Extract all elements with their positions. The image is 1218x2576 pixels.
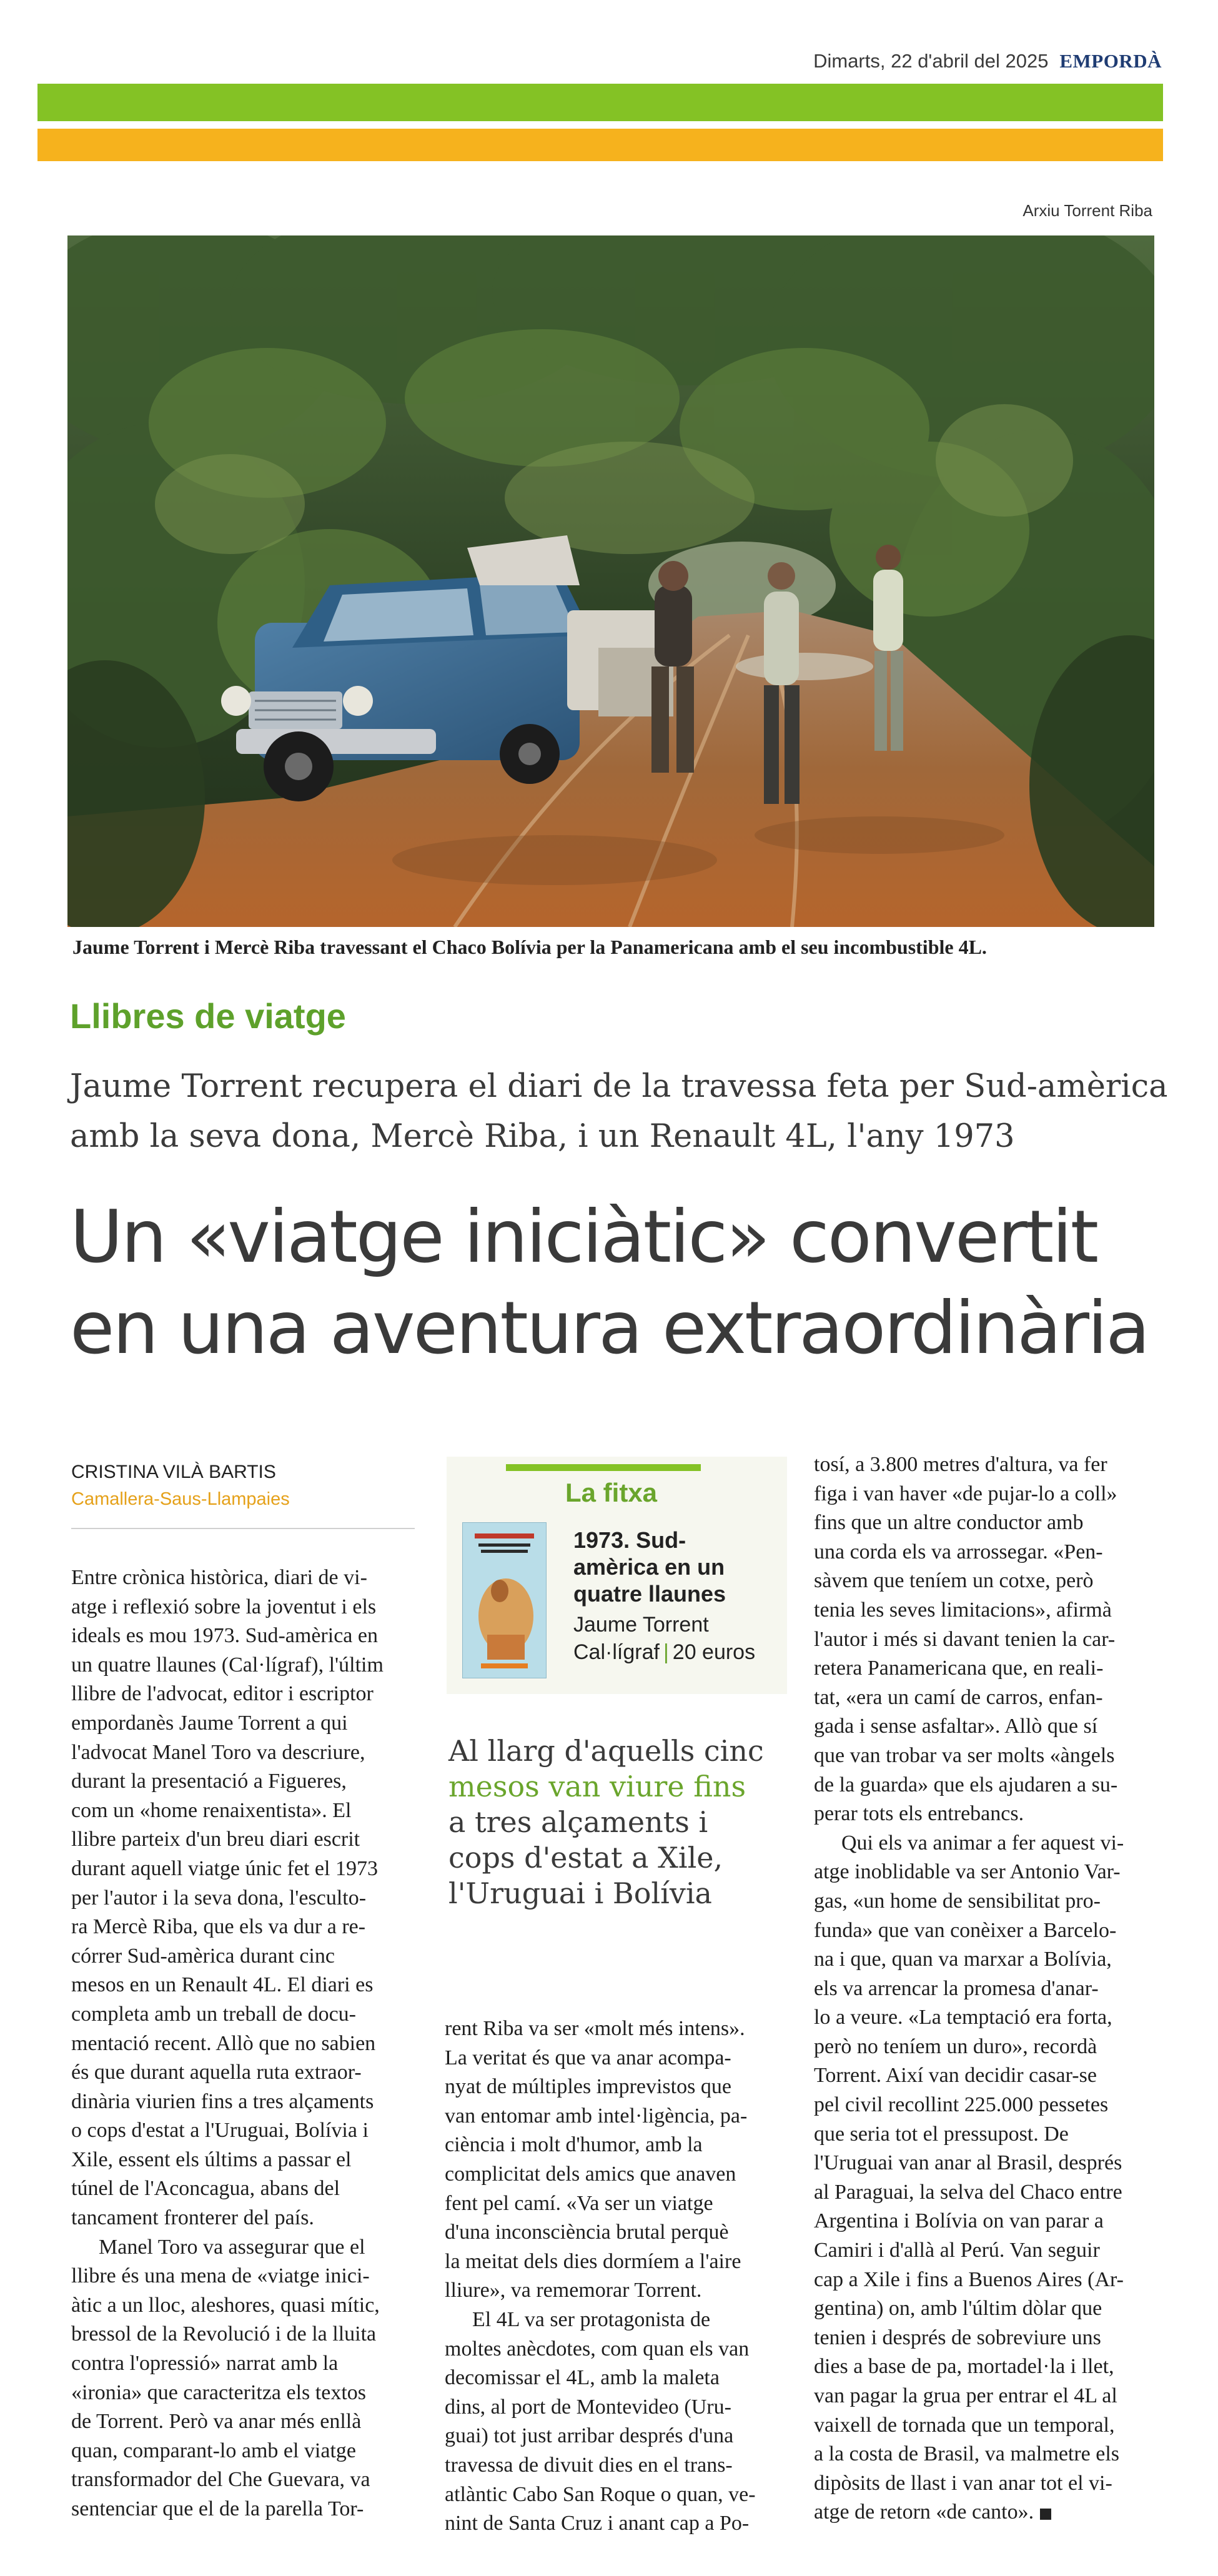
- body-line: mesos en un Renault 4L. El diari es: [71, 1973, 374, 1997]
- body-line: Manel Toro va assegurar que el: [99, 2235, 365, 2259]
- body-line: de Torrent. Però va anar més enllà: [71, 2410, 362, 2434]
- body-line: tenia les seves limitacions», afirmà: [814, 1598, 1112, 1622]
- body-line: quan, comparant-lo amb el viatge: [71, 2439, 356, 2462]
- body-line: tat, «era un camí de carros, enfan-: [814, 1685, 1103, 1709]
- pull-quote-line: Al llarg d'aquells cinc: [448, 1734, 764, 1768]
- byline-place: Camallera-Saus-Llampaies: [71, 1489, 290, 1509]
- book-cover-image: [462, 1522, 547, 1678]
- byline-divider: [71, 1528, 415, 1529]
- pull-quote-line: a tres alçaments i: [448, 1805, 708, 1839]
- body-line: guai) tot just arribar després d'una: [445, 2424, 734, 2448]
- subhead-line: Jaume Torrent recupera el diari de la travessa feta per Sud-amèrica: [70, 1068, 1168, 1105]
- masthead: [812, 50, 1162, 72]
- info-box-accent-bar: [506, 1464, 701, 1471]
- body-line: de la guarda» que els ajudaren a su-: [814, 1773, 1118, 1796]
- body-line: gentina) on, amb l'últim dòlar que: [814, 2297, 1102, 2321]
- body-line: l'autor i més si davant tenien la car-: [814, 1627, 1116, 1651]
- body-line: córrer Sud-amèrica durant cinc: [71, 1944, 335, 1968]
- body-line: dinària viurien fins a tres alçaments: [71, 2089, 374, 2113]
- body-line: atlàntic Cabo San Roque o quan, ve-: [445, 2482, 756, 2506]
- body-line: Torrent. Així van decidir casar-se: [814, 2064, 1097, 2088]
- body-line: cap a Xile i fins a Buenos Aires (Ar-: [814, 2267, 1124, 2291]
- body-line: Xile, essent els últims a passar el: [71, 2147, 352, 2171]
- body-line: gas, «un home de sensibilitat pro-: [814, 1889, 1101, 1913]
- body-line: tancament fronterer del país.: [71, 2206, 314, 2230]
- pull-quote-line: cops d'estat a Xile,: [448, 1841, 723, 1875]
- article-headline: [70, 1192, 1157, 1374]
- body-line: Argentina i Bolívia on van parar a: [814, 2209, 1104, 2233]
- body-line: contra l'opressió» narrat amb la: [71, 2352, 339, 2375]
- body-line: a la costa de Brasil, va malmetre els: [814, 2442, 1120, 2466]
- body-line: durant aquell viatge únic fet el 1973: [71, 1856, 378, 1880]
- body-line: ra Mercè Riba, que els va dur a re-: [71, 1915, 366, 1939]
- body-line: «ironia» que caracteritza els textos: [71, 2380, 366, 2404]
- book-info-box: [447, 1457, 787, 1694]
- body-line: tenien i després de sobreviure uns: [814, 2326, 1101, 2349]
- body-line: Qui els va animar a fer aquest vi-: [841, 1831, 1124, 1855]
- book-publisher-price: [573, 1640, 755, 1665]
- body-line: figa i van haver «de pujar-lo a coll»: [814, 1482, 1117, 1505]
- book-title-line: 1973. Sud-: [573, 1527, 686, 1553]
- body-line: l'advocat Manel Toro va descriure,: [71, 1740, 365, 1764]
- body-line: van pagar la grua per entrar el 4L al: [814, 2384, 1117, 2407]
- body-line: llibre de l'advocat, editor i escriptor: [71, 1682, 374, 1706]
- body-line: mentació recent. Allò que no sabien: [71, 2031, 376, 2055]
- body-line: un quatre llaunes (Cal·lígraf), l'últim: [71, 1653, 384, 1677]
- body-line: rent Riba va ser «molt més intens».: [445, 2017, 745, 2040]
- body-line: que van trobar va ser molts «àngels: [814, 1743, 1115, 1767]
- body-line: dins, al port de Montevideo (Uru-: [445, 2395, 731, 2419]
- body-line-last: [814, 2498, 1164, 2527]
- byline: [71, 1462, 290, 1510]
- body-line: nyat de múltiples imprevistos que: [445, 2075, 731, 2099]
- body-line: ideals es mou 1973. Sud-amèrica en: [71, 1624, 378, 1648]
- body-line: àtic a un lloc, aleshores, quasi mític,: [71, 2293, 380, 2317]
- book-title-line: quatre llaunes: [573, 1581, 726, 1607]
- body-line: fent pel camí. «Va ser un viatge: [445, 2191, 713, 2215]
- article-column-1: [71, 1563, 421, 2524]
- section-label: Llibres de viatge: [70, 996, 346, 1036]
- body-line: lliure», va rememorar Torrent.: [445, 2279, 702, 2302]
- body-line: fins que un altre conductor amb: [814, 1511, 1084, 1535]
- body-line: complicitat dels amics que anaven: [445, 2162, 736, 2186]
- body-line: empordanès Jaume Torrent a qui: [71, 1711, 348, 1735]
- book-title-line: amèrica en un: [573, 1554, 725, 1580]
- photo-credit: Arxiu Torrent Riba: [1022, 201, 1152, 220]
- top-orange-band: [37, 129, 1163, 161]
- body-line: travessa de divuit dies en el trans-: [445, 2453, 733, 2477]
- body-line: però no teníem un duro», recordà: [814, 2034, 1097, 2058]
- body-line: sentenciar que el de la parella Tor-: [71, 2497, 364, 2520]
- body-line: túnel de l'Aconcagua, abans del: [71, 2177, 340, 2201]
- byline-author: CRISTINA VILÀ BARTIS: [71, 1462, 276, 1482]
- subhead-line: amb la seva dona, Mercè Riba, i un Renault 4L, l'any 1973: [70, 1118, 1015, 1155]
- photo-caption: Jaume Torrent i Mercè Riba travessant el Chaco Bolívia per la Panamericana amb el seu incombustible 4L.: [72, 936, 987, 958]
- body-line: van entomar amb intel·ligència, pa-: [445, 2104, 748, 2128]
- headline-line: en una aventura extraordinària: [70, 1286, 1149, 1370]
- body-line: llibre és una mena de «viatge inici-: [71, 2264, 370, 2288]
- body-line: completa amb un treball de docu-: [71, 2002, 356, 2026]
- body-line: vaixell de tornada que un temporal,: [814, 2413, 1115, 2437]
- body-line: d'una inconsciència brutal perquè: [445, 2221, 729, 2244]
- article-column-3: [814, 1450, 1164, 2527]
- body-line: La veritat és que va anar acompa-: [445, 2046, 731, 2069]
- body-line: dies a base de pa, mortadel·la i llet,: [814, 2355, 1114, 2379]
- pull-quote-highlight: mesos van viure fins: [448, 1770, 746, 1803]
- body-line: tosí, a 3.800 metres d'altura, va fer: [814, 1453, 1107, 1476]
- article-subhead: [70, 1062, 1168, 1162]
- info-box-title: La fitxa: [565, 1478, 658, 1507]
- body-line: l'Uruguai van anar al Brasil, després: [814, 2151, 1122, 2175]
- body-line: com un «home renaixentista». El: [71, 1798, 352, 1822]
- body-line: gada i sense asfaltar». Allò que sí: [814, 1715, 1098, 1738]
- body-line: decomissar el 4L, amb la maleta: [445, 2366, 720, 2390]
- body-line: una corda els va arrossegar. «Pen-: [814, 1540, 1103, 1563]
- book-publisher: Cal·lígraf: [573, 1640, 660, 1664]
- book-title: [573, 1527, 780, 1607]
- body-line: atge inoblidable va ser Antonio Var-: [814, 1860, 1121, 1884]
- body-line: retera Panamericana que, en reali-: [814, 1657, 1104, 1680]
- body-line: El 4L va ser protagonista de: [472, 2307, 711, 2331]
- body-line: perar tots els entrebancs.: [814, 1802, 1024, 1826]
- body-line: la meitat dels dies dormíem a l'aire: [445, 2249, 741, 2273]
- body-line: moltes anècdotes, com quan els van: [445, 2337, 750, 2361]
- body-line: durant la presentació a Figueres,: [71, 1770, 347, 1793]
- body-line: llibre parteix d'un breu diari escrit: [71, 1828, 360, 1851]
- book-author: Jaume Torrent: [573, 1613, 709, 1637]
- body-line: o cops d'estat a l'Uruguai, Bolívia i: [71, 2119, 369, 2143]
- body-line-text: atge de retorn «de canto».: [814, 2500, 1034, 2524]
- separator: |: [663, 1640, 669, 1664]
- article-photo: [67, 235, 1154, 927]
- pull-quote-line: l'Uruguai i Bolívia: [448, 1876, 712, 1910]
- pull-quote: [448, 1733, 798, 1911]
- body-line: transformador del Che Guevara, va: [71, 2468, 370, 2492]
- end-mark: [1040, 2509, 1051, 2520]
- body-line: na i que, quan va marxar a Bolívia,: [814, 1948, 1112, 1971]
- body-line: els va arrencar la promesa d'anar-: [814, 1976, 1099, 2000]
- body-line: és que durant aquella ruta extraor-: [71, 2061, 362, 2084]
- newspaper-name: EMPORDÀ: [1059, 50, 1162, 72]
- article-column-2: [445, 2014, 795, 2539]
- body-line: Entre crònica històrica, diari de vi-: [71, 1566, 367, 1589]
- body-line: per l'autor i la seva dona, l'esculto-: [71, 1886, 367, 1910]
- body-line: al Paraguai, la selva del Chaco entre: [814, 2180, 1122, 2204]
- top-green-band: [37, 84, 1163, 121]
- issue-date: Dimarts, 22 d'abril del 2025: [813, 50, 1049, 72]
- body-line: Camiri i d'allà al Perú. Van seguir: [814, 2239, 1100, 2262]
- body-line: ciència i molt d'humor, amb la: [445, 2133, 703, 2157]
- body-line: pel civil recollint 225.000 pessetes: [814, 2093, 1109, 2117]
- body-line: atge i reflexió sobre la joventut i els: [71, 1595, 377, 1618]
- body-line: dipòsits de llast i van anar tot el vi-: [814, 2471, 1112, 2495]
- body-line: que seria tot el pressupost. De: [814, 2122, 1069, 2146]
- book-price: 20 euros: [672, 1640, 756, 1664]
- body-line: sàvem que teníem un cotxe, però: [814, 1569, 1094, 1593]
- body-line: nint de Santa Cruz i anant cap a Po-: [445, 2512, 750, 2535]
- body-line: funda» que van conèixer a Barcelo-: [814, 1918, 1117, 1942]
- headline-line: Un «viatge iniciàtic» convertit: [70, 1195, 1097, 1279]
- body-line: lo a veure. «La temptació era forta,: [814, 2006, 1112, 2029]
- body-line: bressol de la Revolució i de la lluita: [71, 2322, 377, 2346]
